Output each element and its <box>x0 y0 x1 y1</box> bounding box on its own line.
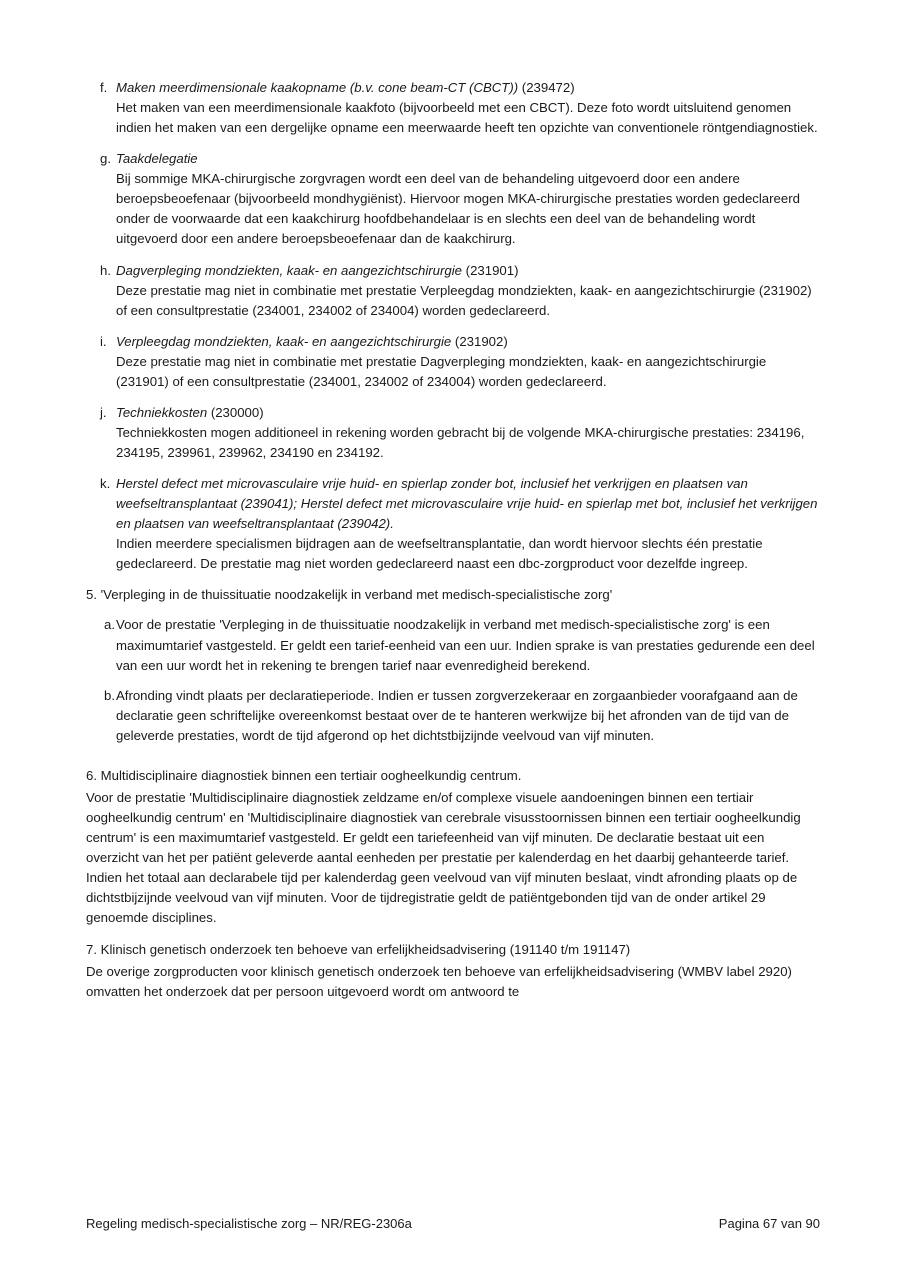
list-item-heading-code: (230000) <box>207 404 264 420</box>
list-item-heading <box>116 332 820 352</box>
list-item <box>86 149 820 249</box>
list-body <box>116 615 820 675</box>
list-body <box>116 403 820 463</box>
list-item <box>86 686 820 746</box>
list-marker: b. <box>104 687 115 703</box>
list-item <box>86 78 820 138</box>
list-item-heading-text: Dagverpleging mondziekten, kaak- en aangezichtschirurgie <box>116 262 463 278</box>
list-body <box>116 149 820 249</box>
list-item-heading-code: (231902) <box>451 333 508 349</box>
list-item-heading-text: Verpleegdag mondziekten, kaak- en aangezichtschirurgie <box>116 333 452 349</box>
list-item-text: Deze prestatie mag niet in combinatie met prestatie Dagverpleging mondziekten, kaak- en aangezichtschirurgie (231901) of een consultprestatie (234001, 234002 of 234004) worden gedeclareerd. <box>116 353 767 389</box>
page-footer <box>86 1216 820 1231</box>
section-7-title: 7. Klinisch genetisch onderzoek ten behoeve van erfelijkheidsadvisering (191140 t/m 191147) <box>86 942 631 958</box>
list-item-heading-text: Techniekkosten <box>116 404 208 420</box>
list-marker: f. <box>100 80 108 95</box>
list-marker: g. <box>100 151 111 167</box>
footer-page-number: Pagina 67 van 90 <box>718 1216 820 1231</box>
list-item-heading-text: Herstel defect met microvasculaire vrije huid- en spierlap zonder bot, inclusief het verkrijgen en plaatsen van weefseltransplantaat (239041); Herstel defect met microvasculaire vrije huid- en spierlap met bot, inclusief het verkrijgen en plaatsen van weefseltransplantaat (239042). <box>116 476 818 532</box>
list-item-heading <box>116 78 820 98</box>
list-marker: k. <box>100 476 111 492</box>
list-item-heading-text: Maken meerdimensionale kaakopname (b.v. cone beam-CT (CBCT)) <box>116 80 519 95</box>
page-content <box>86 78 820 1003</box>
list-item-text: Indien meerdere specialismen bijdragen aan de weefseltransplantatie, dan wordt hiervoor slechts één prestatie gedeclareerd. De prestatie mag niet worden gedeclareerd naast een dbc-zorgproduct voor dezelfde ingreep. <box>116 536 763 572</box>
list-item <box>86 261 820 321</box>
list-item-heading <box>116 474 820 534</box>
list-body <box>116 474 820 574</box>
list-item-text: Afronding vindt plaats per declaratieperiode. Indien er tussen zorgverzekeraar en zorgaanbieder voorafgaand aan de declaratie geen schriftelijke overeenkomst bestaat over de te hanteren werkwijze bij het afronden van de tijd van de geleverde prestaties, wordt de tijd afgerond op het dichtstbijzijnde veelvoud van vijf minuten. <box>116 687 798 743</box>
list-item-text: Techniekkosten mogen additioneel in rekening worden gebracht bij de volgende MKA-chirurgische prestaties: 234196, 234195, 239961, 239962, 234190 en 234192. <box>116 424 805 460</box>
list-item-heading <box>116 149 820 169</box>
list-item-text: Het maken van een meerdimensionale kaakfoto (bijvoorbeeld met een CBCT). Deze foto wordt uitsluitend genomen indien het maken van een dergelijke opname een meerwaarde heeft ten opzichte van conventionele röntgendiagnostiek. <box>116 100 818 136</box>
list-marker: j. <box>100 404 107 420</box>
list-body <box>116 332 820 392</box>
list-item-heading <box>116 261 820 281</box>
list-item-heading-code: (239472) <box>518 80 575 95</box>
section-5-title: 5. 'Verpleging in de thuissituatie noodzakelijk in verband met medisch-specialistische zorg' <box>86 587 613 603</box>
list-item-text: Deze prestatie mag niet in combinatie met prestatie Verpleegdag mondziekten, kaak- en aangezichtschirurgie (231902) of een consultprestatie (234001, 234002 of 234004) worden gedeclareerd. <box>116 282 812 318</box>
section-7-text: De overige zorgproducten voor klinisch genetisch onderzoek ten behoeve van erfelijkheidsadvisering (WMBV label 2920) omvatten het onderzoek dat per persoon uitgevoerd wordt om antwoord te <box>86 964 792 1000</box>
section-7 <box>86 940 820 1002</box>
list-item <box>86 615 820 675</box>
list-body <box>116 686 820 746</box>
footer-regulation-title: Regeling medisch-specialistische zorg – NR/REG-2306a <box>86 1216 412 1231</box>
list-item-heading-code: (231901) <box>462 262 519 278</box>
section-6-text: Voor de prestatie 'Multidisciplinaire diagnostiek zeldzame en/of complexe visuele aandoeningen binnen een tertiair oogheelkundig centrum' en 'Multidisciplinaire diagnostiek van cerebrale visusstoornissen binnen een tertiair oogheelkundig centrum' is een maximumtarief vastgesteld. Er geldt een tariefeenheid van vijf minuten. De declaratie bestaat uit een overzicht van het per patiënt geleverde aantal eenheden per prestatie per kalenderdag en het daarbij gehanteerde tarief. Indien het totaal aan declarabele tijd per kalenderdag geen veelvoud van vijf minuten beslaat, vindt afronding plaats op de dichtstbijzijnde veelvoud van vijf minuten. Voor de tijdregistratie geldt de patiëntgebonden tijd van de onder artikel 29 genoemde disciplines. <box>86 789 801 926</box>
list-item-heading-text: Taakdelegatie <box>116 151 198 167</box>
list-item-heading <box>116 403 820 423</box>
section-5-list <box>86 615 820 745</box>
list-body <box>116 78 820 138</box>
section-6-title: 6. Multidisciplinaire diagnostiek binnen een tertiair oogheelkundig centrum. <box>86 767 522 783</box>
list-body <box>116 261 820 321</box>
list-marker: a. <box>104 617 115 633</box>
list-item <box>86 403 820 463</box>
section-6 <box>86 766 820 929</box>
list-item <box>86 332 820 392</box>
list-item <box>86 474 820 574</box>
list-item-text: Voor de prestatie 'Verpleging in de thuissituatie noodzakelijk in verband met medisch-specialistische zorg' is een maximumtarief vastgesteld. Er geldt een tarief-eenheid van een uur. Indien sprake is van prestaties gedurende een deel van een uur wordt het in rekening te brengen tarief naar evenredigheid berekend. <box>116 617 815 673</box>
list-marker: h. <box>100 262 111 278</box>
list-marker: i. <box>100 333 107 349</box>
list-item-text: Bij sommige MKA-chirurgische zorgvragen wordt een deel van de behandeling uitgevoerd door een andere beroepsbeoefenaar (bijvoorbeeld mondhygiënist). Hiervoor mogen MKA-chirurgische prestaties worden gedeclareerd onder de voorwaarde dat een kaakchirurg hoofdbehandelaar is en slechts een deel van de behandeling wordt uitgevoerd door een andere beroepsbeoefenaar dan de kaakchirurg. <box>116 171 800 247</box>
